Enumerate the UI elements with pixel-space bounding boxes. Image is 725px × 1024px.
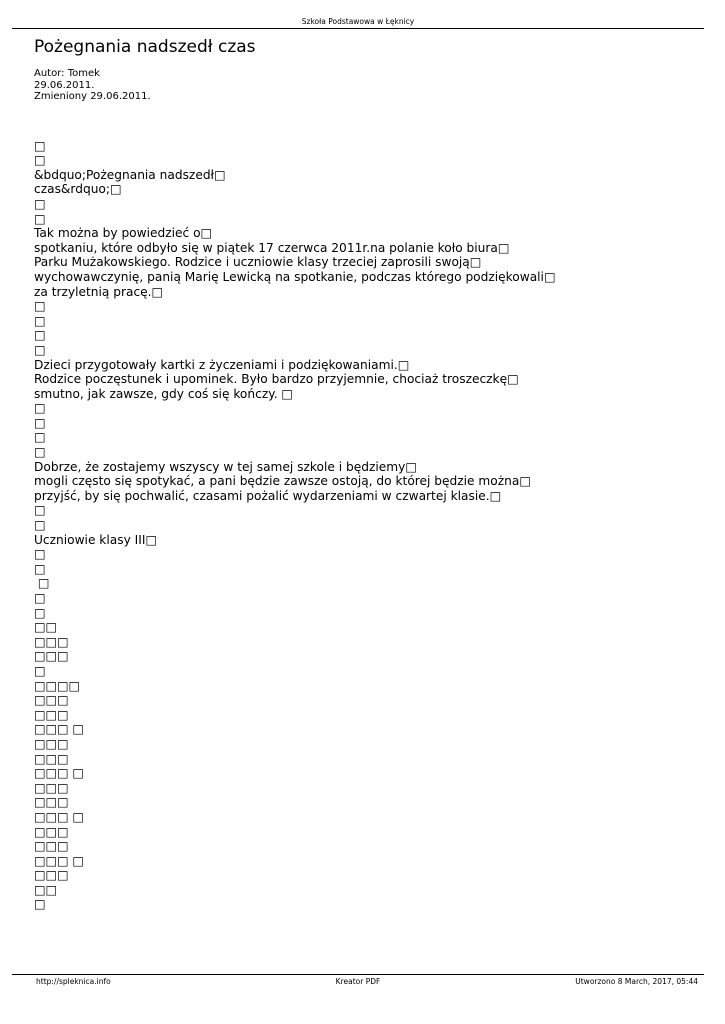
body-line: □ (34, 561, 46, 576)
body-line: □ (34, 211, 46, 226)
body-line: □□□□ (34, 678, 81, 693)
footer-url: http://spleknica.info (36, 977, 111, 986)
body-line: Dzieci przygotowały kartki z życzeniami i podziękowaniami.□ (34, 357, 410, 372)
body-line: Tak można by powiedzieć o□ (34, 226, 213, 241)
body-line: wychowawczynię, panią Marię Lewicką na spotkanie, podczas którego podziękowali□ (34, 269, 556, 284)
body-line: □□□ □ (34, 766, 84, 781)
body-line: &bdquo;Pożegnania nadszedł□ (34, 167, 226, 182)
body-line: □ (34, 342, 46, 357)
body-line: □□□ □ (34, 853, 84, 868)
author-line: Autor: Tomek (34, 68, 100, 79)
body-line: □□□ (34, 707, 69, 722)
body-line: czas&rdquo;□ (34, 182, 122, 197)
body-line: □□□ (34, 824, 69, 839)
body-line: spotkaniu, które odbyło się w piątek 17 czerwca 2011r.na polanie koło biura□ (34, 240, 510, 255)
body-line: Rodzice poczęstunek i upominek. Było bardzo przyjemnie, chociaż troszeczkę□ (34, 372, 519, 387)
body-line: □ (34, 663, 46, 678)
body-line: □ (34, 445, 46, 460)
page-footer (12, 974, 704, 987)
body-line: □□ (34, 882, 58, 897)
body-line: □□□ (34, 736, 69, 751)
modified-date: Zmieniony 29.06.2011. (34, 91, 151, 102)
footer-created: Utworzono 8 March, 2017, 05:44 (575, 977, 698, 986)
body-line (34, 124, 714, 139)
body-line: za trzyletnią pracę.□ (34, 284, 164, 299)
body-line: □□□ □ (34, 809, 84, 824)
body-line: □□□ (34, 839, 69, 854)
body-line: Dobrze, że zostajemy wszyscy w tej samej szkole i będziemy□ (34, 459, 417, 474)
body-line: przyjść, by się pochwalić, czasami pożalić wydarzeniami w czwartej klasie.□ (34, 488, 502, 503)
body-line: □□□ (34, 751, 69, 766)
body-line: □ (34, 591, 46, 605)
body-line: □ (34, 138, 46, 153)
article-title: Pożegnania nadszedł czas (34, 37, 256, 57)
body-line: □ (34, 299, 46, 314)
body-line: □ (34, 518, 46, 533)
body-line: □ (34, 196, 46, 211)
body-line: □ (34, 313, 46, 328)
publish-date: 29.06.2011. (34, 79, 95, 91)
body-line: □ (34, 576, 50, 591)
body-line: mogli często się spotykać, a pani będzie zawsze ostoją, do której będzie można□ (34, 474, 531, 489)
body-line: Uczniowie klasy III□ (34, 532, 157, 547)
footer-generator: Kreator PDF (335, 977, 381, 986)
body-line: □ (34, 897, 46, 912)
body-line: □□□ □ (34, 722, 84, 737)
page-header (12, 16, 704, 29)
body-line: □ (34, 328, 46, 343)
body-line: □□□ (34, 780, 69, 795)
body-line: □□□ (34, 634, 69, 649)
body-line: Parku Mużakowskiego. Rodzice i uczniowie klasy trzeciej zaprosili swoją□ (34, 255, 482, 270)
body-line: □□ (34, 620, 58, 635)
body-line: □ (34, 605, 46, 620)
article-body (34, 124, 714, 912)
site-name: Szkoła Podstawowa w Łęknicy (301, 17, 415, 26)
body-line: □□□ (34, 795, 69, 810)
body-line: □□□ (34, 868, 69, 883)
body-line: □□□ (34, 649, 69, 664)
body-line: □ (34, 547, 46, 562)
body-line: smutno, jak zawsze, gdy coś się kończy. □ (34, 386, 293, 401)
body-line: □ (34, 503, 46, 518)
body-line: □ (34, 153, 46, 168)
body-line: □ (34, 415, 46, 430)
article-meta (34, 68, 151, 103)
body-line: □□□ (34, 693, 69, 708)
body-line: □ (34, 401, 46, 416)
body-line: □ (34, 430, 46, 445)
